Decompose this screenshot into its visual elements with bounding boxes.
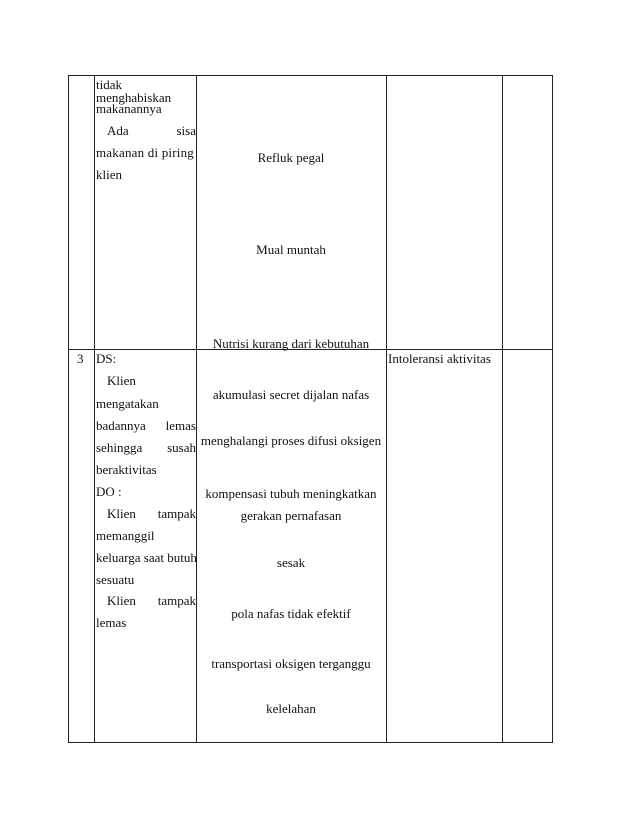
objective-line: keluarga saat butuh	[96, 550, 197, 565]
pathway-item: gerakan pernafasan	[240, 508, 342, 523]
table-border-left	[68, 75, 69, 743]
pathway-item: Nutrisi kurang dari kebutuhan	[212, 336, 370, 351]
subjective-line: badannya lemas	[96, 418, 196, 433]
objective-line: sesuatu	[96, 572, 135, 587]
subjective-header: DS:	[96, 351, 117, 366]
pathway-item: kelelahan	[266, 701, 316, 716]
pathway-item: Mual muntah	[256, 242, 326, 257]
column-divider-2	[196, 75, 197, 743]
pathway-item: transportasi oksigen terganggu	[211, 656, 371, 671]
column-divider-4	[502, 75, 503, 743]
table-border-right	[552, 75, 553, 743]
objective-line: lemas	[96, 615, 127, 630]
subjective-line: makanannya	[96, 101, 162, 116]
row-number: 3	[77, 351, 84, 366]
pathway-item: sesak	[276, 555, 306, 570]
table-border-bottom	[68, 742, 552, 743]
subjective-line: Ada sisa	[107, 123, 196, 138]
subjective-line: klien	[96, 167, 122, 182]
column-divider-3	[386, 75, 387, 743]
subjective-line: mengatakan	[96, 396, 159, 411]
objective-line: Klien tampak	[107, 593, 196, 608]
pathway-item: Refluk pegal	[257, 150, 325, 165]
objective-line: memanggil	[96, 528, 155, 543]
pathway-item: akumulasi secret dijalan nafas	[212, 387, 370, 402]
pathway-item: pola nafas tidak efektif	[231, 606, 351, 621]
subjective-line: tidak menghabiskan	[96, 77, 172, 105]
objective-header: DO :	[96, 484, 122, 499]
column-divider-1	[94, 75, 95, 743]
diagnosis: Intoleransi aktivitas	[388, 351, 491, 366]
pathway-item: kompensasi tubuh meningkatkan	[205, 486, 377, 501]
subjective-line: Klien	[107, 373, 136, 388]
objective-line: Klien tampak	[107, 506, 196, 521]
subjective-line: sehingga susah	[96, 440, 196, 455]
pathway-item: menghalangi proses difusi oksigen	[200, 433, 382, 448]
subjective-line: makanan di piring	[96, 145, 194, 160]
subjective-line: beraktivitas	[96, 462, 157, 477]
table-border-top	[68, 75, 552, 76]
